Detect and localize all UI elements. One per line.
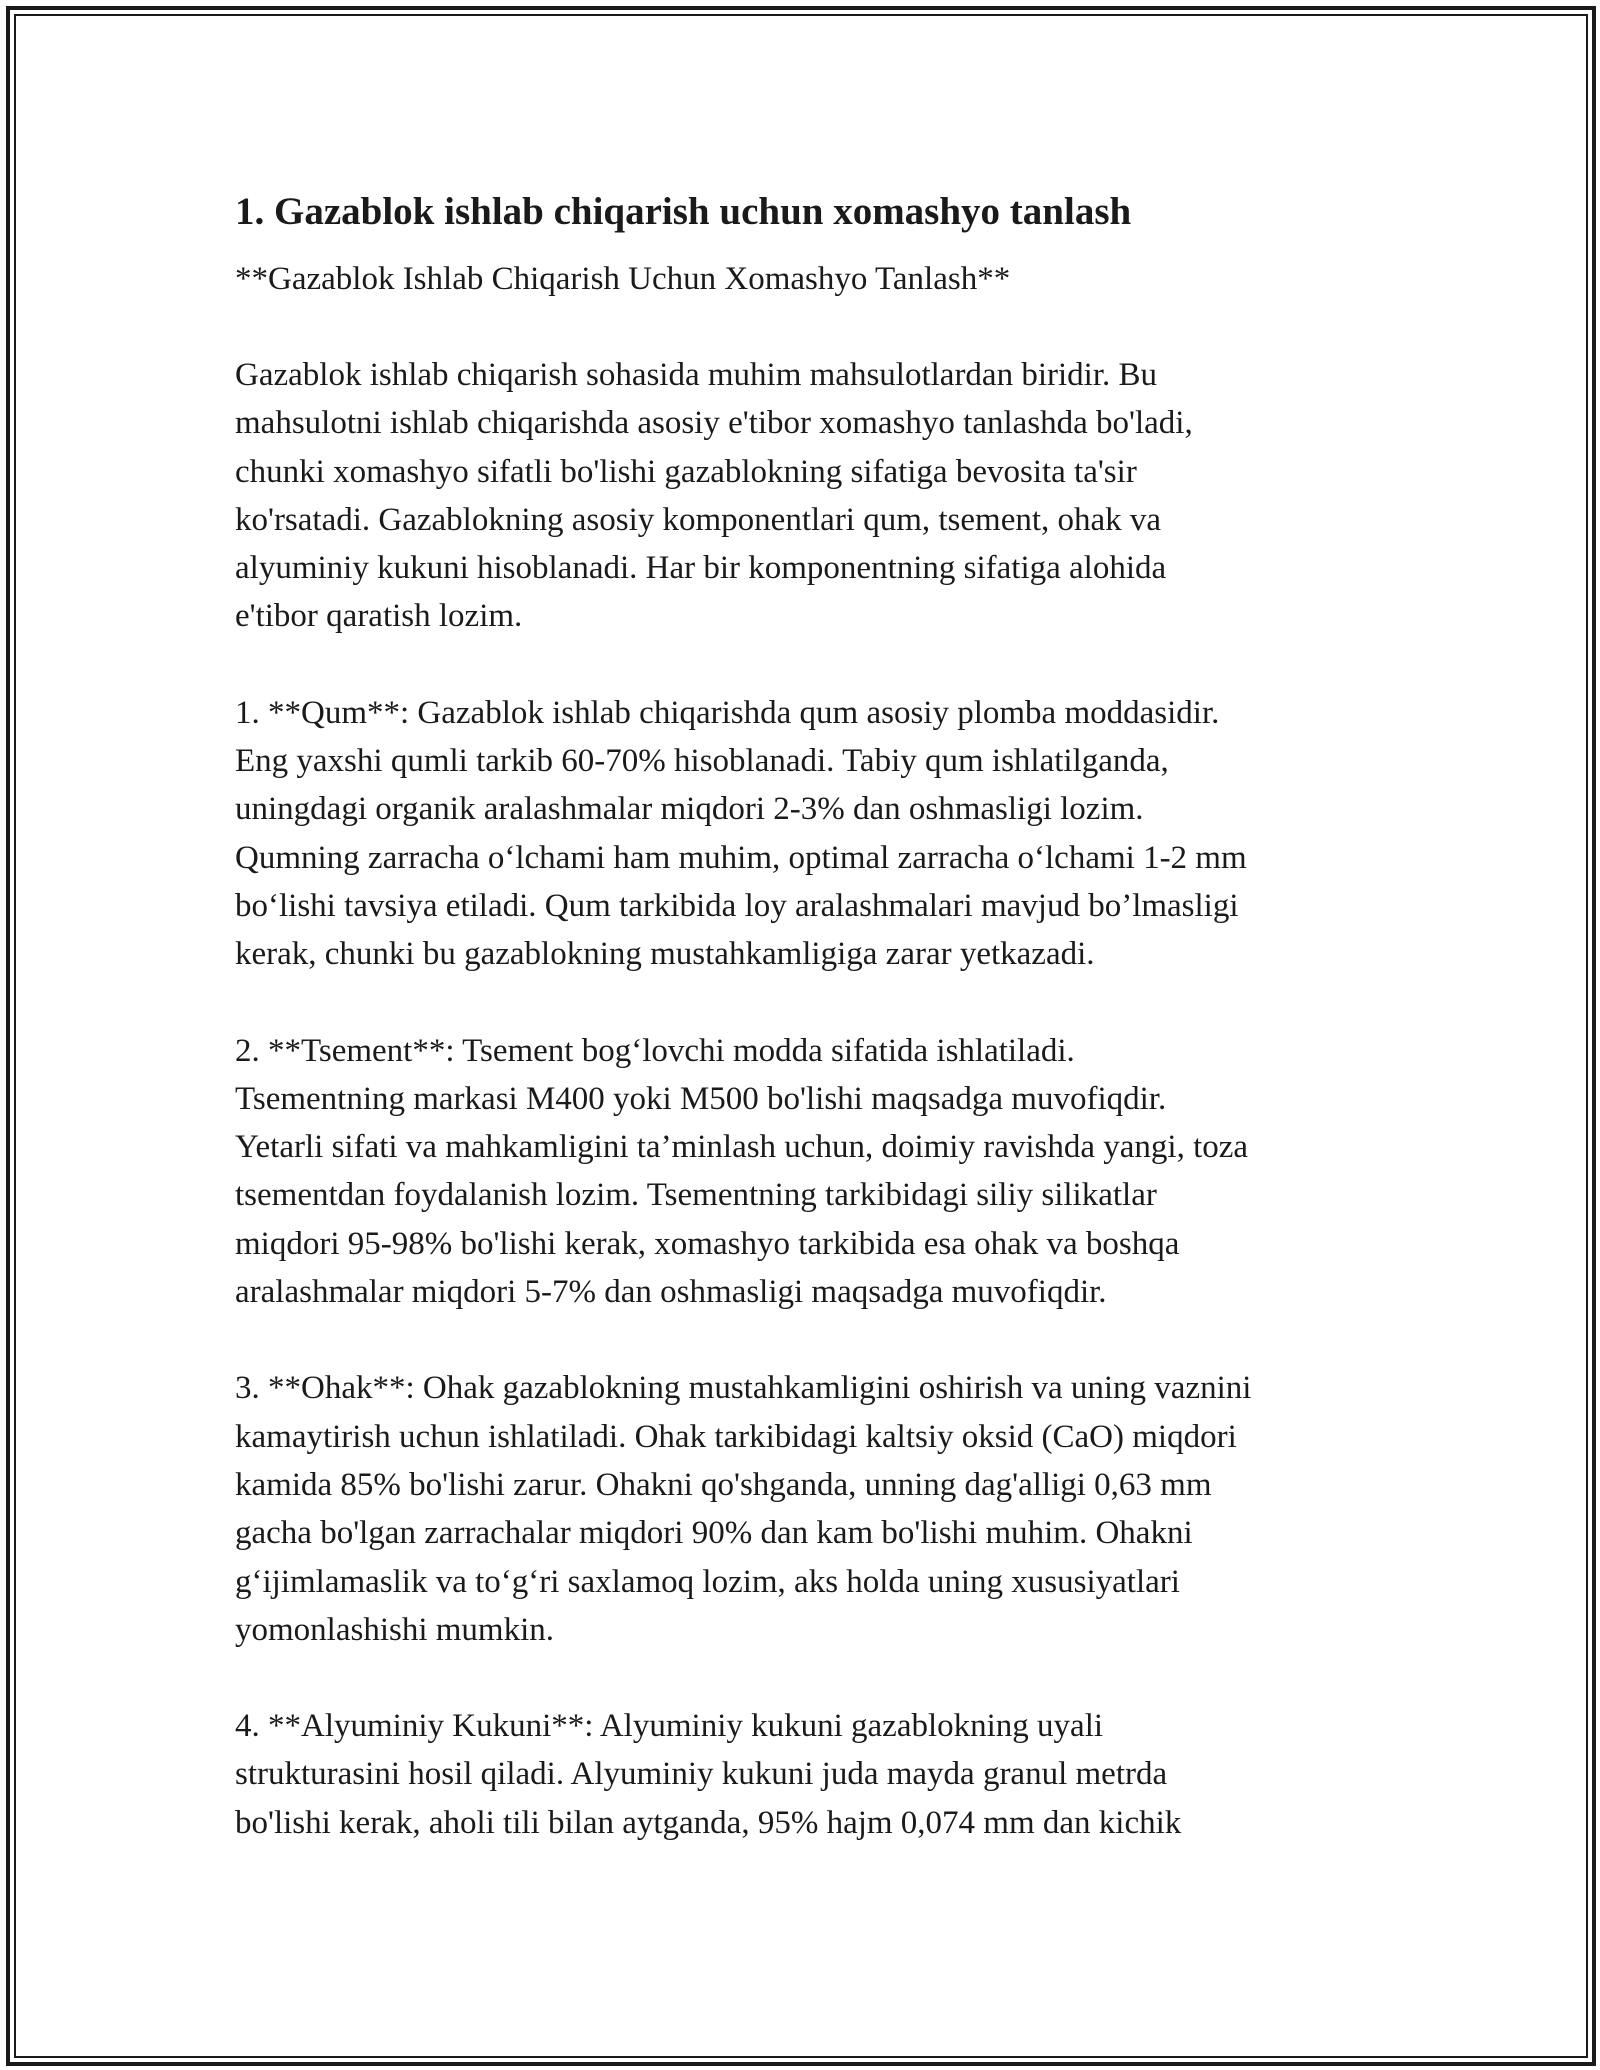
paragraph-intro [235, 351, 1395, 641]
paragraph-line: uningdagi organik aralashmalar miqdori 2-3% dan oshmasligi lozim. [235, 791, 1144, 828]
paragraph-line: alyuminiy kukuni hisoblanadi. Har bir komponentning sifatiga alohida [235, 550, 1167, 587]
paragraph-line: kerak, chunki bu gazablokning mustahkamligiga zarar yetkazadi. [235, 936, 1095, 973]
paragraph-line: chunki xomashyo sifatli bo'lishi gazablokning sifatiga bevosita ta'sir [235, 453, 1137, 490]
paragraph-ohak [235, 1364, 1395, 1654]
paragraph-line: aralashmalar miqdori 5-7% dan oshmasligi maqsadga muvofiqdir. [235, 1274, 1107, 1311]
paragraph-line: bo‘lishi tavsiya etiladi. Qum tarkibida loy aralashmalari mavjud bo’lmasligi [235, 887, 1239, 924]
paragraph-line: gacha bo'lgan zarrachalar miqdori 90% dan kam bo'lishi muhim. Ohakni [235, 1515, 1193, 1552]
paragraph-line: miqdori 95-98% bo'lishi kerak, xomashyo tarkibida esa ohak va boshqa [235, 1225, 1180, 1262]
paragraph-line: Yetarli sifati va mahkamligini ta’minlash uchun, doimiy ravishda yangi, toza [235, 1129, 1249, 1166]
document-title: 1. Gazablok ishlab chiqarish uchun xomashyo tanlash [235, 190, 1132, 233]
paragraph-line: Tsementning markasi M400 yoki M500 bo'lishi maqsadga muvofiqdir. [235, 1080, 1167, 1117]
paragraph-line: strukturasini hosil qiladi. Alyuminiy kukuni juda mayda granul metrda [235, 1756, 1168, 1793]
paragraph-line: Gazablok ishlab chiqarish sohasida muhim mahsulotlardan biridir. Bu [235, 357, 1158, 393]
paragraph-line: 4. **Alyuminiy Kukuni**: Alyuminiy kukuni gazablokning uyali [235, 1708, 1104, 1745]
paragraph-line: Eng yaxshi qumli tarkib 60-70% hisoblanadi. Tabiy qum ishlatilganda, [235, 743, 1169, 780]
paragraph-line: mahsulotni ishlab chiqarishda asosiy e'tibor xomashyo tanlashda bo'ladi, [235, 405, 1193, 442]
paragraph-line: 3. **Ohak**: Ohak gazablokning mustahkamligini oshirish va uning vaznini [235, 1370, 1252, 1407]
paragraph-line: e'tibor qaratish lozim. [235, 598, 523, 635]
paragraph-qum [235, 689, 1395, 979]
paragraph-alyuminiy [235, 1702, 1395, 1847]
paragraph-tsement [235, 1027, 1395, 1317]
paragraph-line: Qumning zarracha o‘lchami ham muhim, optimal zarracha o‘lchami 1-2 mm [235, 839, 1247, 876]
paragraph-line: kamaytirish uchun ishlatiladi. Ohak tarkibidagi kaltsiy oksid (CaO) miqdori [235, 1418, 1237, 1455]
paragraph-line: bo'lishi kerak, aholi tili bilan aytganda, 95% hajm 0,074 mm dan kichik [235, 1804, 1182, 1841]
paragraph-line: 1. **Qum**: Gazablok ishlab chiqarishda qum asosiy plomba moddasidir. [235, 694, 1220, 731]
document-body [235, 188, 1395, 1847]
document-subtitle: **Gazablok Ishlab Chiqarish Uchun Xomashyo Tanlash** [235, 261, 1011, 297]
paragraph-line: tsementdan foydalanish lozim. Tsementning tarkibidagi siliy silikatlar [235, 1177, 1157, 1214]
paragraph-line: 2. **Tsement**: Tsement bog‘lovchi modda sifatida ishlatiladi. [235, 1032, 1075, 1069]
paragraph-line: g‘ijimlamaslik va to‘g‘ri saxlamoq lozim, aks holda uning xususiyatlari [235, 1563, 1180, 1600]
paragraph-line: ko'rsatadi. Gazablokning asosiy komponentlari qum, tsement, ohak va [235, 501, 1162, 538]
paragraph-line: kamida 85% bo'lishi zarur. Ohakni qo'shganda, unning dag'alligi 0,63 mm [235, 1466, 1212, 1503]
paragraph-line: yomonlashishi mumkin. [235, 1611, 555, 1648]
